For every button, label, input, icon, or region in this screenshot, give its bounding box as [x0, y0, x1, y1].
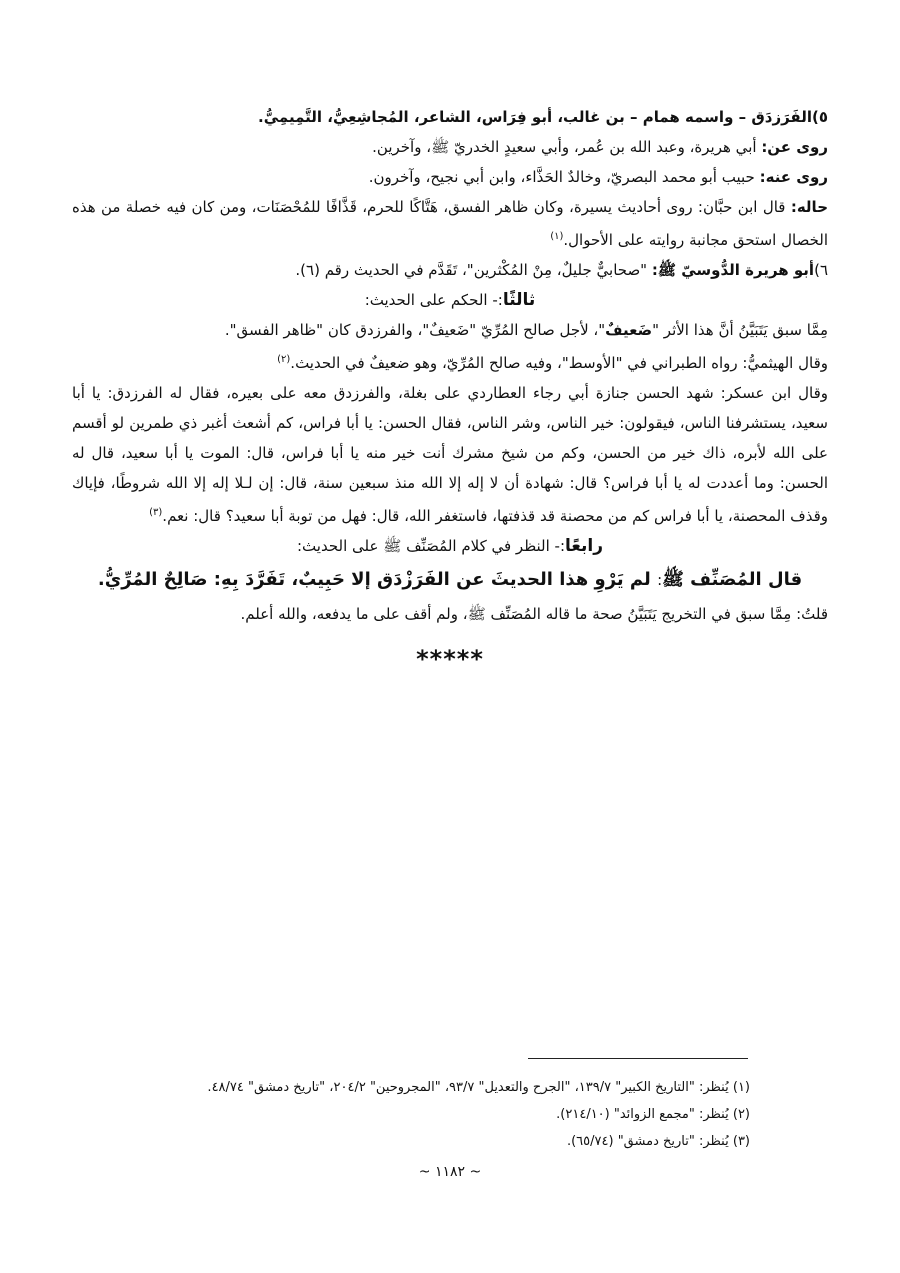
para-2-text: وقال الهيثميُّ: رواه الطبراني في "الأوسط"، وفيه صالح المُرِّيّ، وهو ضعيفٌ في الحديث.: [290, 354, 828, 372]
section-3-para-1: [72, 315, 828, 345]
entry-farazdaq-status: [72, 192, 828, 255]
quote-text: لم يَرْوِ هذا الحديثَ عن الفَرَزْدَق إلا حَبِيبٌ، تَفَرَّدَ بِهِ: صَالِحٌ المُرِّيُّ.: [97, 569, 651, 590]
entry-abu-hurayra: [72, 255, 828, 285]
entry-farazdaq-narrated-by: [72, 162, 828, 192]
footnotes: [72, 1074, 750, 1155]
page-body: [72, 102, 828, 679]
status-text: قال ابن حبَّان: روى أحاديث يسيرة، وكان ظاهر الفسق، هَتَّاكًا للحرم، قَذَّافًا للمُحْصَنَات، ومن كان فيه خصلة من هذه الخصال استحق مجانبة روايته على الأحوال.: [72, 198, 828, 249]
section-3-suffix: :- الحكم على الحديث:: [364, 291, 503, 309]
para-1-prefix: مِمَّا سبق يَتَبَيَّنُ أنَّ هذا الأثر ": [652, 321, 828, 339]
footnote-ref-1[interactable]: (١): [550, 231, 564, 242]
entry-abu-hurayra-name: أبو هريرة الدُّوسيّ ﷺ:: [651, 261, 815, 279]
footnote-ref-2[interactable]: (٢): [277, 354, 291, 365]
narrated-from-text: أبي هريرة، وعبد الله بن عُمر، وأبي سعيدٍ الخدريّ ﷺ، وآخرين.: [372, 138, 757, 156]
section-separator: *****: [416, 645, 484, 673]
author-quote: [72, 561, 828, 599]
entry-farazdaq-heading: ٥)الفَرَزدَق – واسمه همام – بن غالب، أبو فِرَاس، الشاعر، المُجاشِعِيُّ، التَّمِيمِيُّ.: [258, 108, 828, 126]
entry-farazdaq-narrated-from: [72, 132, 828, 162]
section-4-suffix: :- النظر في كلام المُصَنِّف ﷺ على الحديث:: [297, 537, 566, 555]
footnote-1: (١) يُنظر: "التاريخ الكبير" ١٣٩/٧، "الجرح والتعديل" ٩٣/٧، "المجروحين" ٢٠٤/٢، "تاريخ دمشق" ٤٨/٧٤.: [207, 1080, 750, 1095]
entry-number: ٦): [814, 261, 828, 279]
section-4-title: رابعًا: [565, 536, 603, 556]
quote-colon: :: [657, 571, 663, 589]
narrated-by-text: حبيب أبو محمد البصريّ، وخالدٌ الحَذَّاء، وابن أبي نجيح، وآخرون.: [368, 168, 755, 186]
footnote-2: (٢) يُنظر: "مجمع الزوائد" (٢١٤/١٠).: [556, 1107, 750, 1122]
para-1-bold: ضَعيفٌ: [605, 321, 653, 339]
section-4-heading: [72, 531, 828, 561]
para-1-suffix: "، لأجل صالح المُرِّيّ "ضَعيفٌ"، والفرزدق كان "ظاهر الفسق".: [224, 321, 606, 339]
quote-label: قال المُصَنِّف ﷺ: [662, 569, 803, 590]
footnote-3: (٣) يُنظر: "تاريخ دمشق" (٦٥/٧٤).: [566, 1134, 750, 1149]
section-3-para-2: [72, 345, 828, 378]
section-4-conclusion: قلتُ: مِمَّا سبق في التخريج يَتَبَيَّنُ صحة ما قاله المُصَنِّف ﷺ، ولم أقف على ما يدفعه، والله أعلم.: [240, 605, 828, 623]
footnote-ref-3[interactable]: (٣): [149, 507, 163, 518]
status-label: حاله:: [790, 198, 828, 216]
narrated-by-label: روى عنه:: [759, 168, 828, 186]
footnote-divider: [528, 1058, 748, 1059]
narrated-from-label: روى عن:: [761, 138, 828, 156]
page-number: ~ ١١٨٢ ~: [418, 1164, 482, 1180]
entry-abu-hurayra-text: "صحابيٌّ جليلٌ، مِنْ المُكْثرين"، تَقَدَّم في الحديث رقم (٦).: [295, 261, 648, 279]
para-3-text: وقال ابن عسكر: شهد الحسن جنازة أبي رجاء العطاردي على بغلة، والفرزدق معه على بعيره، فقال له الفرزدق: يا أبا سعيد، يستشرفنا الناس، فيقولون: خير الناس، وشر الناس، فقال الحسن: يا أبا فراس، كم أشعث أغبر ذي طمرين لو أقسم على الله لأبره، ذاك خير من الحسن، وكم من شيخ مشرك أنت خير منه يا أبا فراس، قال: الموت يا أبا سعيد، قال له الحسن: وما أعددت له يا أبا فراس؟ قال: شهادة أن لا إله إلا الله منذ سبعين سنة، قال: إن لـلا إله إلا الله شروطًا، فإياك وقذف المحصنة، يا أبا فراس كم من محصنة قد قذفتها، فاستغفر الله، قال: فهل من توبة أبا سعيد؟ قال: نعم.: [72, 384, 828, 525]
section-3-para-3: [72, 378, 828, 531]
section-3-title: ثالثًا: [502, 290, 536, 310]
section-3-heading: [72, 285, 828, 315]
